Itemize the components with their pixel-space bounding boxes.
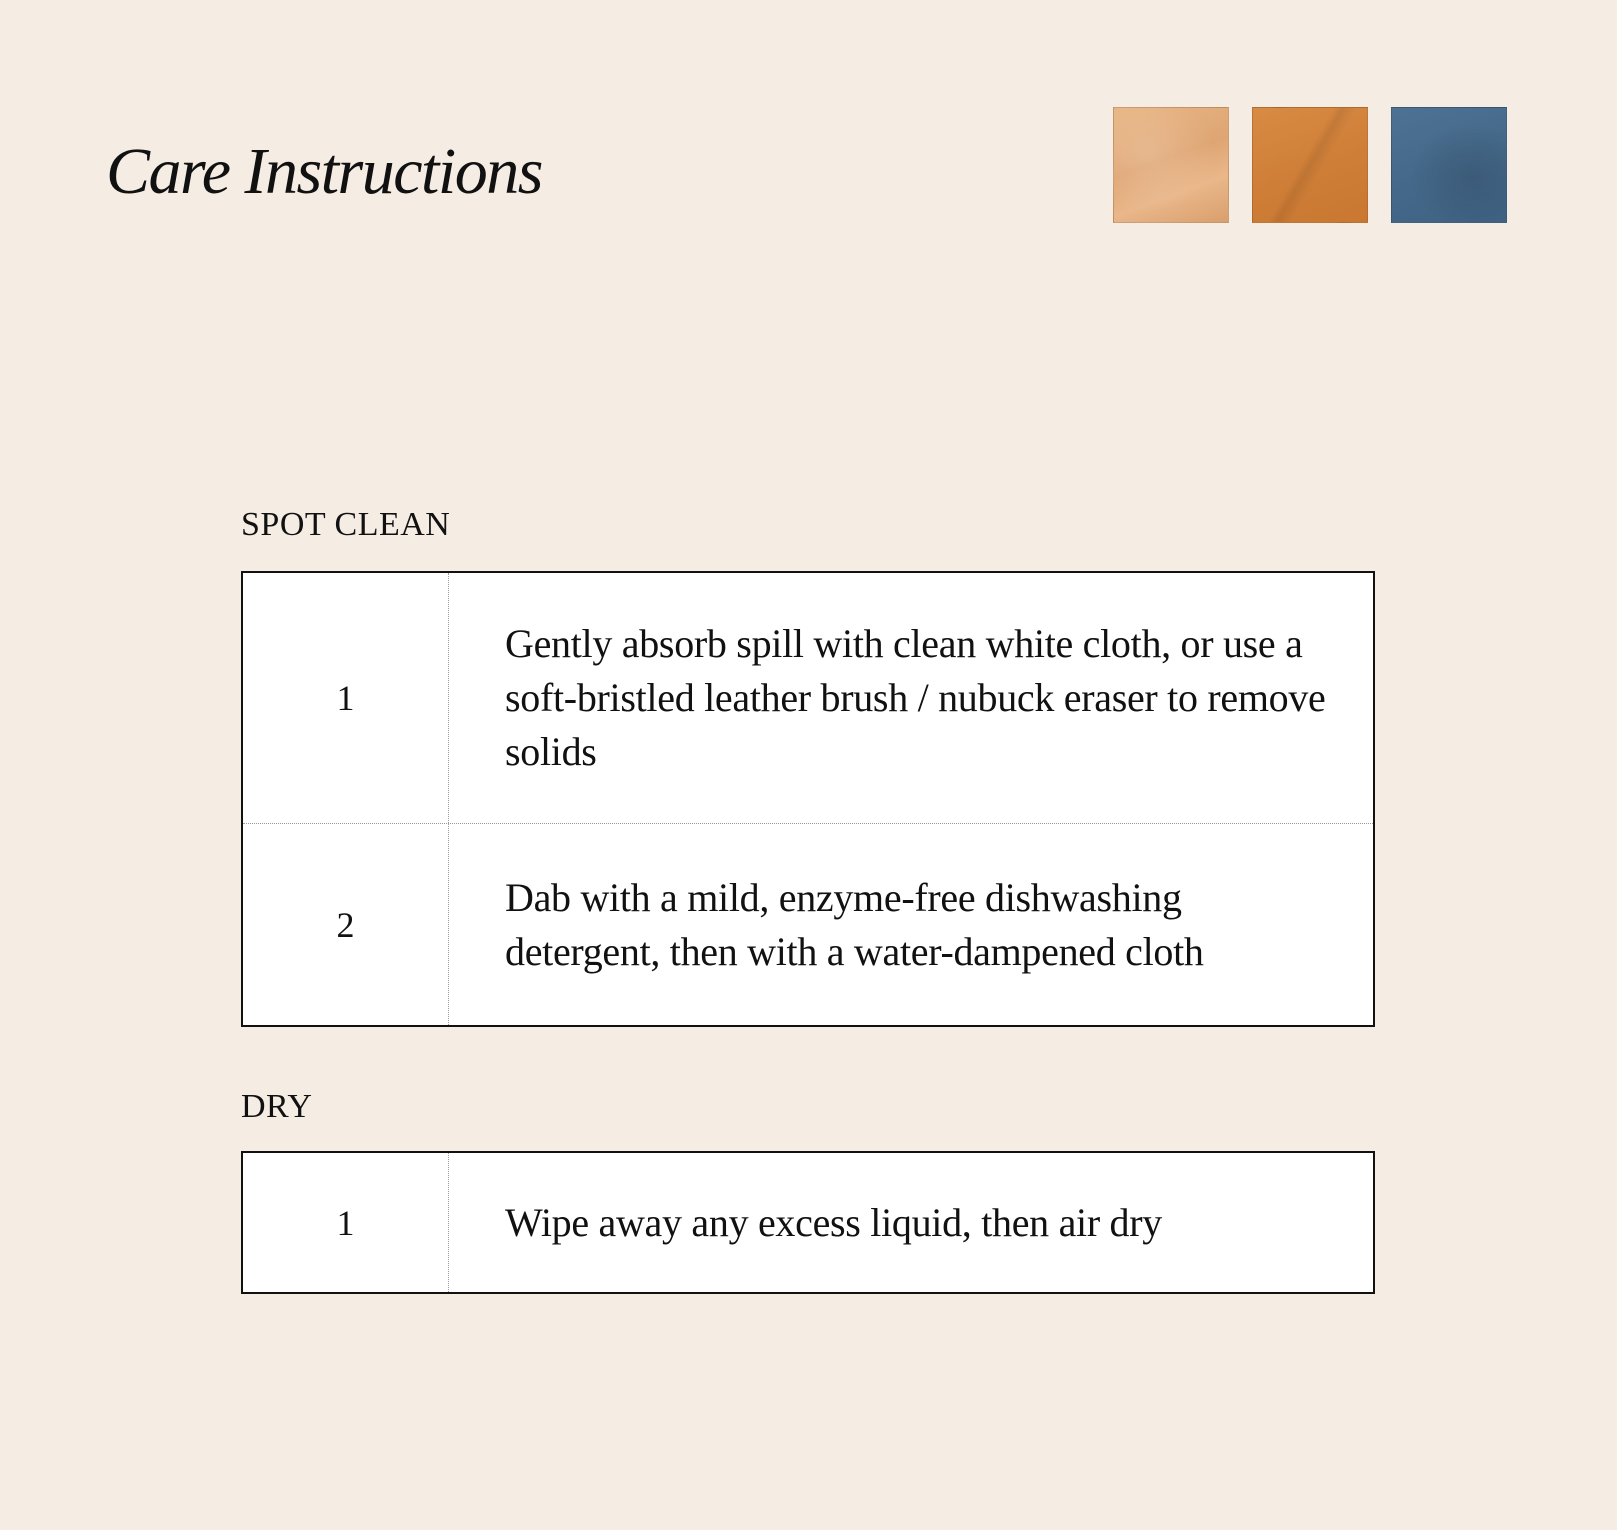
- table-row: [243, 823, 1373, 1025]
- spot-clean-table: [241, 571, 1375, 1027]
- step-text: Gently absorb spill with clean white cloth, or use a soft-bristled leather brush / nubuck eraser to remove solids: [505, 621, 1326, 774]
- page-title: Care Instructions: [106, 135, 542, 208]
- step-number: 1: [243, 1153, 449, 1292]
- swatch-cognac[interactable]: [1252, 107, 1368, 223]
- step-text: Wipe away any excess liquid, then air dry: [505, 1199, 1162, 1245]
- section-label-dry: DRY: [241, 1088, 313, 1125]
- swatch-slate[interactable]: [1391, 107, 1507, 223]
- swatch-sand[interactable]: [1113, 107, 1229, 223]
- step-number: 2: [243, 824, 449, 1025]
- section-label-spot-clean: SPOT CLEAN: [241, 506, 451, 543]
- dry-table: [241, 1151, 1375, 1294]
- table-row: [243, 573, 1373, 823]
- step-number: 1: [243, 573, 449, 823]
- color-swatches: [1113, 107, 1507, 223]
- step-text: Dab with a mild, enzyme-free dishwashing detergent, then with a water-dampened cloth: [505, 874, 1204, 974]
- table-row: [243, 1153, 1373, 1292]
